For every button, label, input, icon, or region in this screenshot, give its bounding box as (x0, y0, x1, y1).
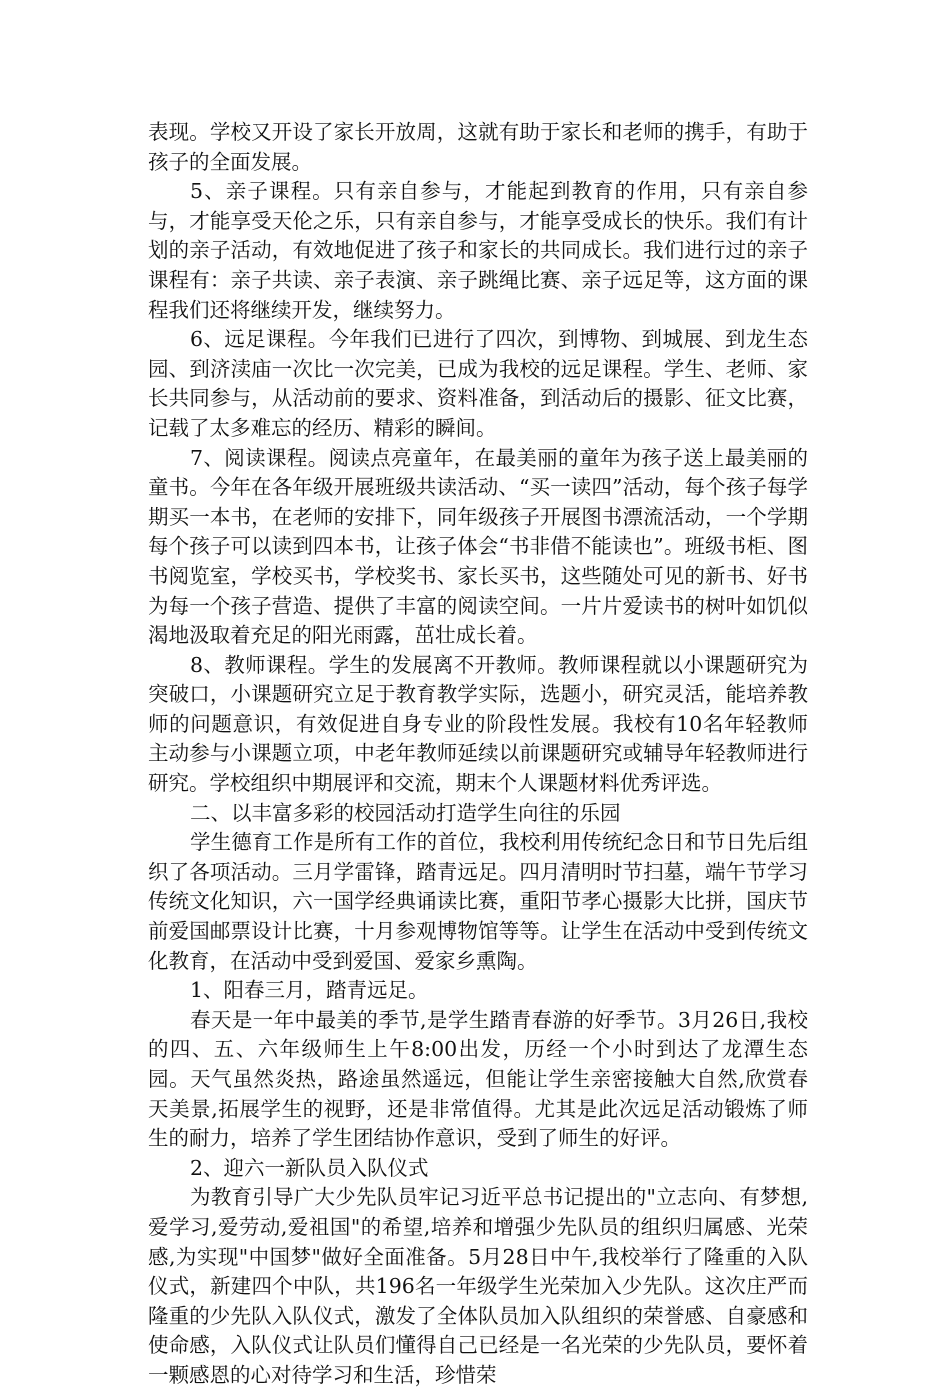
paragraph: 春天是一年中最美的季节,是学生踏青春游的好季节。3月26日,我校的四、五、六年级师生上午8:00出发，历经一个小时到达了龙潭生态园。天气虽然炎热，路途虽然遥远，但能让学生亲密接触大自然,欣赏春天美景,拓展学生的视野，还是非常值得。尤其是此次远足活动锻炼了师生的耐力，培养了学生团结协作意识，受到了师生的好评。 (148, 1007, 808, 1151)
document-body (148, 118, 808, 1391)
paragraph: 为教育引导广大少先队员牢记习近平总书记提出的"立志向、有梦想,爱学习,爱劳动,爱祖国"的希望,培养和增强少先队员的组织归属感、光荣感,为实现"中国梦"做好全面准备。5月28日中午,我校举行了隆重的入队仪式，新建四个中队，共196名一年级学生光荣加入少先队。这次庄严而隆重的少先队入队仪式，激发了全体队员加入队组织的荣誉感、自豪感和使命感，入队仪式让队员们懂得自己已经是一名光荣的少先队员，要怀着一颗感恩的心对待学习和生活，珍惜荣 (148, 1185, 808, 1387)
paragraph: 5、亲子课程。只有亲自参与，才能起到教育的作用，只有亲自参与，才能享受天伦之乐，只有亲自参与，才能享受成长的快乐。我们有计划的亲子活动，有效地促进了孩子和家长的共同成长。我们进行过的亲子课程有：亲子共读、亲子表演、亲子跳绳比赛、亲子远足等，这方面的课程我们还将继续开发，继续努力。 (148, 179, 808, 322)
section-heading: 二、以丰富多彩的校园活动打造学生向往的乐园 (190, 800, 621, 825)
subsection-heading: 1、阳春三月，踏青远足。 (190, 978, 429, 1003)
paragraph: 7、阅读课程。阅读点亮童年，在最美丽的童年为孩子送上最美丽的童书。今年在各年级开展班级共读活动、“买一读四”活动，每个孩子每学期买一本书，在老师的安排下，同年级孩子开展图书漂流活动，一个学期每个孩子可以读到四本书，让孩子体会“书非借不能读也”。班级书柜、图书阅览室，学校买书，学校奖书、家长买书，这些随处可见的新书、好书为每一个孩子营造、提供了丰富的阅读空间。一片片爱读书的树叶如饥似渴地汲取着充足的阳光雨露，茁壮成长着。 (148, 445, 808, 648)
paragraph: 学生德育工作是所有工作的首位，我校利用传统纪念日和节日先后组织了各项活动。三月学雷锋，踏青远足。四月清明时节扫墓，端午节学习传统文化知识，六一国学经典诵读比赛，重阳节孝心摄影大比拼，国庆节前爱国邮票设计比赛，十月参观博物馆等等。让学生在活动中受到传统文化教育，在活动中受到爱国、爱家乡熏陶。 (148, 830, 808, 973)
paragraph: 6、远足课程。今年我们已进行了四次，到博物、到城展、到龙生态园、到济渎庙一次比一次完美，已成为我校的远足课程。学生、老师、家长共同参与，从活动前的要求、资料准备，到活动后的摄影、征文比赛，记载了太多难忘的经历、精彩的瞬间。 (148, 327, 808, 440)
paragraph: 8、教师课程。学生的发展离不开教师。教师课程就以小课题研究为突破口，小课题研究立足于教育教学实际，选题小，研究灵活，能培养教师的问题意识，有效促进自身专业的阶段性发展。我校有10名年轻教师主动参与小课题立项，中老年教师延续以前课题研究或辅导年轻教师进行研究。学校组织中期展评和交流，期末个人课题材料优秀评选。 (148, 652, 808, 796)
paragraph: 表现。学校又开设了家长开放周，这就有助于家长和老师的携手，有助于孩子的全面发展。 (148, 120, 808, 174)
subsection-heading: 2、迎六一新队员入队仪式 (190, 1155, 429, 1180)
